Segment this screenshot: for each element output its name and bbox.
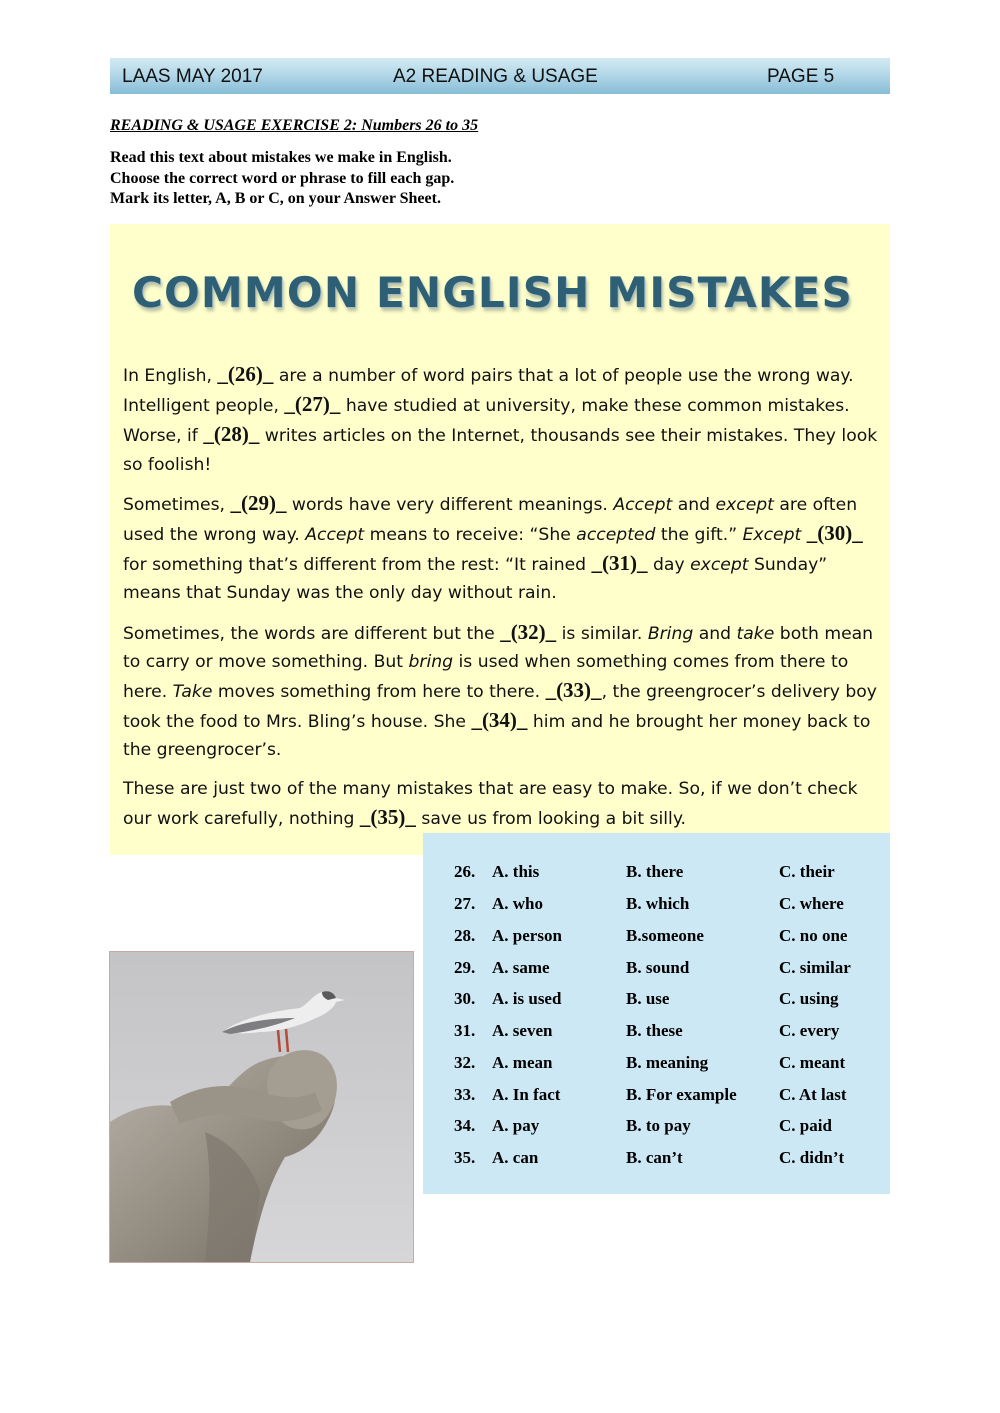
option-b: B.someone: [626, 926, 704, 945]
question-number: 34.: [454, 1116, 476, 1135]
option-a: A. seven: [492, 1021, 553, 1040]
option-b: B. use: [626, 989, 670, 1008]
italic-word: bring: [408, 651, 454, 672]
text-run: day: [647, 555, 691, 576]
gap-35: _(35)_: [359, 804, 416, 829]
text-run: , the greengrocer’s delivery boy took the food to Mrs. Bling’s house. She: [123, 682, 877, 733]
text-run: Sometimes,: [123, 494, 231, 515]
italic-word: Bring: [647, 623, 694, 644]
paragraph-1: [123, 360, 883, 479]
gap-31: _(31)_: [591, 551, 648, 576]
option-c: C. where: [779, 894, 844, 913]
text-run: means to receive: “She: [364, 525, 577, 546]
text-run: save us from looking a bit silly.: [415, 808, 687, 829]
text-run: is similar.: [556, 623, 648, 644]
question-number: 35.: [454, 1148, 476, 1167]
option-c: C. every: [779, 1021, 840, 1040]
italic-word: take: [736, 623, 775, 644]
instruction-line: Mark its letter, A, B or C, on your Answer Sheet.: [110, 190, 441, 207]
option-b: B. there: [626, 862, 684, 881]
text-run: are often used the wrong way.: [123, 494, 858, 546]
option-c: C. no one: [779, 926, 848, 945]
option-a: A. same: [492, 958, 550, 977]
statue-seagull-photo: [109, 951, 414, 1263]
option-a: A. mean: [492, 1053, 553, 1072]
text-run: for something that’s different from the rest: “It rained: [123, 555, 592, 576]
header-exam-date: LAAS MAY 2017: [122, 66, 263, 87]
option-b: B. sound: [626, 958, 690, 977]
question-number: 30.: [454, 989, 476, 1008]
instructions: [110, 148, 454, 210]
paragraph-2: [123, 489, 883, 608]
gap-26: _(26)_: [217, 362, 274, 386]
reading-text-box: [110, 224, 890, 855]
paragraph-3: [123, 618, 883, 765]
gap-32: _(32)_: [500, 619, 557, 644]
question-number: 26.: [454, 862, 476, 881]
text-run: both mean to carry or move something. But: [123, 623, 874, 672]
option-b: B. For example: [626, 1085, 737, 1104]
option-a: A. who: [492, 894, 544, 913]
text-run: In English,: [123, 366, 218, 386]
answer-options-box: [423, 833, 890, 1194]
text-run: words have very different meanings.: [286, 494, 614, 515]
photo-illustration: [110, 952, 413, 1262]
option-c: C. similar: [779, 958, 851, 977]
page-header: [110, 58, 890, 94]
text-run: him and he brought her money back to the greengrocer’s.: [123, 712, 871, 761]
italic-word: Accept: [613, 494, 673, 515]
question-number: 31.: [454, 1021, 476, 1040]
gap-27: _(27)_: [284, 392, 341, 417]
option-a: A. this: [492, 862, 540, 881]
option-c: C. using: [779, 989, 839, 1008]
option-a: A. is used: [492, 989, 562, 1008]
question-number: 33.: [454, 1085, 476, 1104]
question-number: 28.: [454, 926, 476, 945]
question-number: 27.: [454, 894, 476, 913]
exercise-title: READING & USAGE EXERCISE 2: Numbers 26 to 35: [110, 117, 479, 134]
gap-30: _(30)_: [806, 521, 863, 546]
italic-word: Take: [172, 682, 213, 703]
text-run: have studied at university, make these common mistakes. Worse, if: [123, 396, 850, 447]
option-c: C. their: [779, 862, 835, 881]
option-c: C. paid: [779, 1116, 832, 1135]
italic-word: Accept: [305, 525, 365, 546]
text-run: writes articles on the Internet, thousands see their mistakes. They look so foolish!: [123, 426, 878, 475]
text-run: These are just two of the many mistakes that are easy to make. So, if we don’t check our work carefully, nothing: [123, 778, 858, 829]
option-b: B. which: [626, 894, 690, 913]
paragraph-4: [123, 775, 883, 833]
question-number: 29.: [454, 958, 476, 977]
gap-33: _(33)_: [545, 678, 602, 703]
option-a: A. pay: [492, 1116, 540, 1135]
header-page-number: PAGE 5: [767, 66, 835, 87]
italic-word: except: [690, 555, 749, 576]
question-number: 32.: [454, 1053, 476, 1072]
text-run: the gift.”: [655, 525, 743, 546]
text-run: are a number of word pairs that a lot of people use the wrong way. Intelligent people,: [123, 366, 854, 417]
option-c: C. didn’t: [779, 1148, 845, 1167]
text-run: is used when something comes from there to here.: [123, 651, 849, 703]
option-b: B. can’t: [626, 1148, 683, 1167]
option-b: B. to pay: [626, 1116, 691, 1135]
text-run: Sunday” means that Sunday was the only day without rain.: [123, 555, 828, 604]
instruction-line: Choose the correct word or phrase to fill each gap.: [110, 169, 455, 187]
option-b: B. meaning: [626, 1053, 709, 1072]
gap-28: _(28)_: [203, 422, 260, 447]
option-a: A. person: [492, 926, 562, 945]
gap-34: _(34)_: [471, 708, 528, 733]
header-section: A2 READING & USAGE: [393, 66, 598, 87]
italic-word: except: [715, 494, 774, 515]
option-b: B. these: [626, 1021, 683, 1040]
text-run: and: [672, 494, 716, 515]
option-c: C. meant: [779, 1053, 846, 1072]
italic-word: accepted: [576, 525, 656, 546]
article-body: [123, 360, 883, 843]
option-a: A. can: [492, 1148, 539, 1167]
text-run: moves something from here to there.: [212, 682, 546, 703]
text-run: Sometimes, the words are different but the: [123, 623, 501, 644]
article-title: COMMON ENGLISH MISTAKES: [132, 268, 853, 317]
option-c: C. At last: [779, 1085, 847, 1104]
text-run: and: [693, 623, 737, 644]
gap-29: _(29)_: [230, 490, 287, 515]
instruction-line: Read this text about mistakes we make in English.: [110, 149, 452, 166]
option-a: A. In fact: [492, 1085, 561, 1104]
italic-word: Except: [742, 525, 802, 546]
